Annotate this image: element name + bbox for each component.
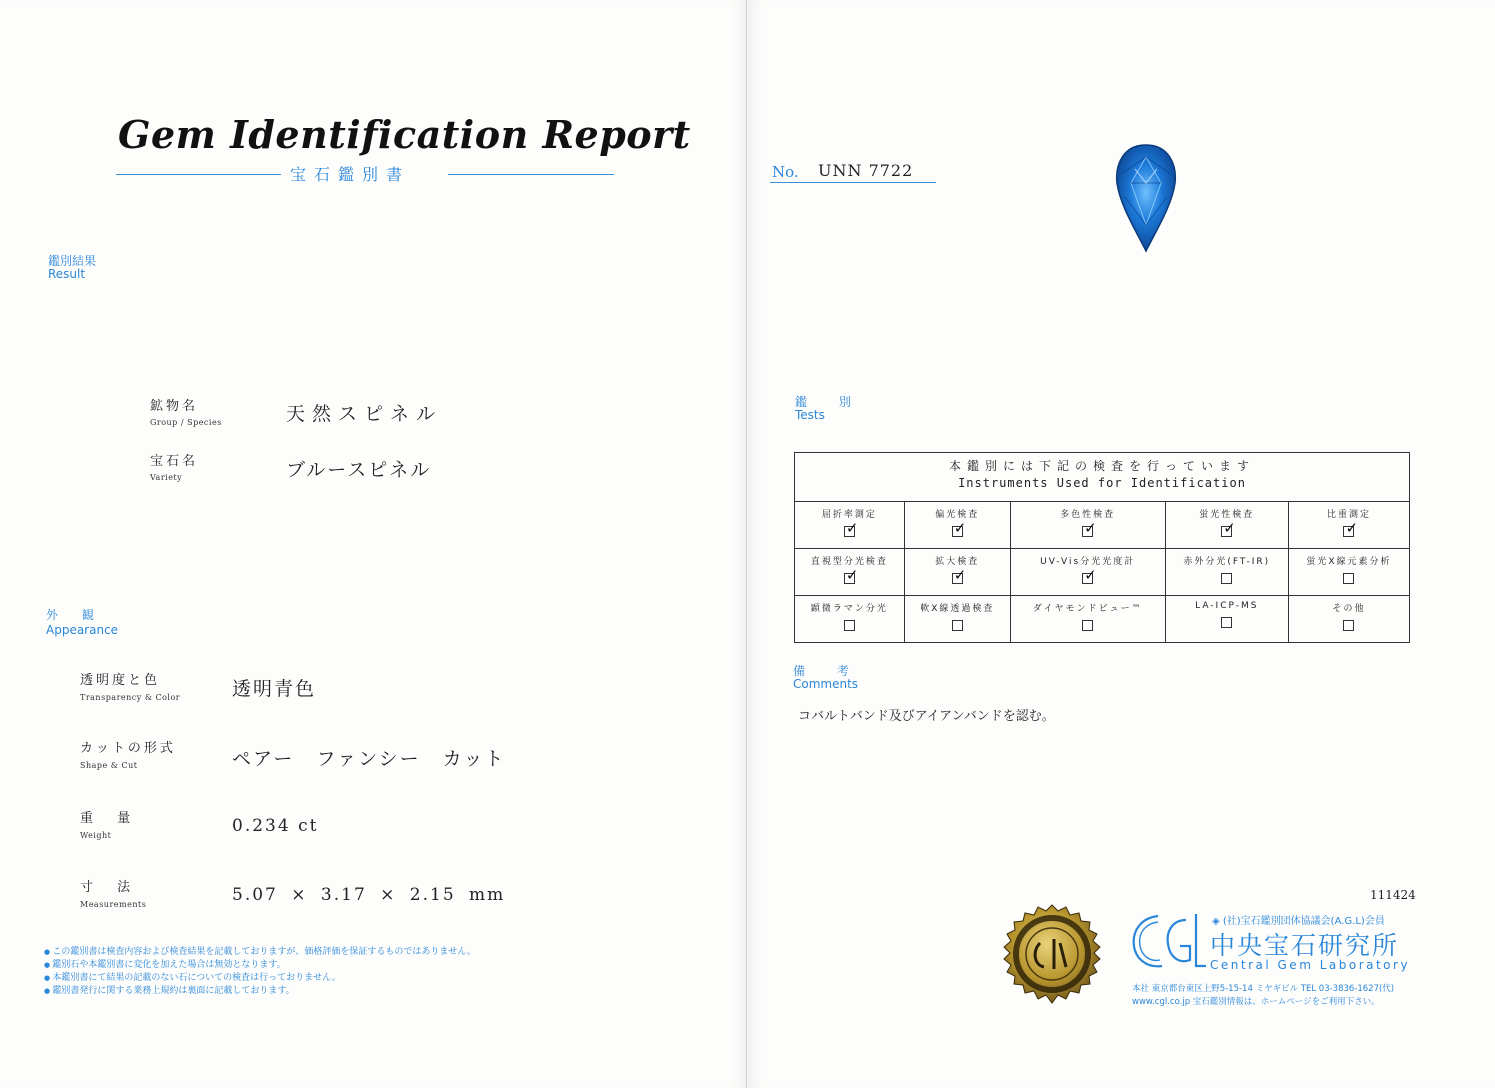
species-value: 天然スピネル <box>286 403 443 425</box>
gem-photo <box>1113 143 1179 257</box>
cgl-logo <box>1128 910 1206 976</box>
tests-table-header <box>795 453 1410 502</box>
weight-label-ja: 重 量 <box>80 811 141 826</box>
test-label: 多色性検査 <box>1060 510 1116 520</box>
test-label: ダイヤモンドビュー™ <box>1032 604 1143 614</box>
variety-label-en: Variety <box>150 473 183 482</box>
subtitle-rule-right <box>448 174 614 175</box>
result-heading-ja: 鑑別結果 <box>48 254 97 268</box>
test-cell <box>904 549 1010 596</box>
checkbox-icon <box>1082 573 1093 584</box>
subtitle-rule-left <box>116 174 281 175</box>
report-number: UNN 7722 <box>818 161 914 180</box>
appearance-heading <box>46 609 118 637</box>
report-left-page <box>0 0 747 1088</box>
address-line: 本社 東京都台東区上野5-15-14 ミヤギビル TEL 03-3836-1627(代) <box>1132 984 1395 994</box>
test-cell <box>904 596 1010 643</box>
checkbox-icon <box>844 573 855 584</box>
lab-name-ja: 中央宝石研究所 <box>1210 931 1400 960</box>
transparency-value: 透明青色 <box>232 678 317 700</box>
test-label: 軟X線透過検査 <box>920 604 995 614</box>
test-label: 蛍光性検査 <box>1199 510 1255 520</box>
tests-heading <box>795 396 865 422</box>
report-number-rule <box>770 182 936 183</box>
checkbox-icon <box>1221 526 1232 537</box>
serial-number: 111424 <box>1370 888 1416 902</box>
comments-heading-en: Comments <box>793 677 859 691</box>
test-label: 屈折率測定 <box>821 510 877 520</box>
tests-heading-en: Tests <box>795 408 825 422</box>
tests-table-title-en: Instruments Used for Identification <box>958 476 1246 490</box>
species-label-en: Group / Species <box>150 418 222 427</box>
test-cell <box>1010 596 1165 643</box>
diamond-icon: ◈ <box>1212 916 1223 927</box>
test-cell <box>1165 502 1288 549</box>
checkbox-icon <box>952 620 963 631</box>
appearance-heading-en: Appearance <box>46 623 119 637</box>
cgl-logo-icon <box>1128 910 1206 972</box>
species-label <box>150 395 222 427</box>
shape-label-en: Shape & Cut <box>80 761 138 770</box>
disclaimer-notes <box>44 946 476 998</box>
test-label: LA-ICP-MS <box>1195 601 1259 611</box>
checkbox-icon <box>1343 526 1354 537</box>
test-label: 偏光検査 <box>935 510 980 520</box>
shape-value: ペアー ファンシー カット <box>232 748 506 770</box>
appearance-heading-ja: 外 観 <box>46 608 104 622</box>
checkbox-icon <box>844 620 855 631</box>
disclaimer-note: ● 本鑑別書にて結果の記載のない石についての検査は行っておりません。 <box>44 972 476 985</box>
weight-label-en: Weight <box>80 831 112 840</box>
lab-name-en: Central Gem Laboratory <box>1210 958 1411 972</box>
test-cell <box>1288 502 1409 549</box>
checkbox-icon <box>1221 617 1232 628</box>
result-heading-en: Result <box>48 267 86 281</box>
measurements-label <box>80 876 146 909</box>
tests-row <box>795 549 1410 596</box>
test-cell <box>1288 596 1409 643</box>
weight-label <box>80 807 140 840</box>
test-cell <box>1165 549 1288 596</box>
checkbox-icon <box>952 573 963 584</box>
test-label: 直視型分光検査 <box>810 557 888 567</box>
transparency-label <box>80 669 180 702</box>
measurements-label-ja: 寸 法 <box>80 880 141 895</box>
checkbox-icon <box>1082 620 1093 631</box>
transparency-label-en: Transparency & Color <box>80 693 181 702</box>
result-heading <box>48 255 96 281</box>
test-cell <box>1010 549 1165 596</box>
test-cell <box>1165 596 1288 643</box>
website-line: www.cgl.co.jp 宝石鑑別情報は、ホームページをご利用下さい。 <box>1132 997 1380 1007</box>
test-cell <box>1288 549 1409 596</box>
test-label: その他 <box>1332 604 1366 614</box>
tests-table <box>794 452 1410 643</box>
association-membership <box>1212 912 1385 927</box>
comments-text: コバルトバンド及びアイアンバンドを認む。 <box>798 709 1055 724</box>
test-label: 比重測定 <box>1326 510 1371 520</box>
pear-gem-icon <box>1113 143 1179 253</box>
disclaimer-note: ● この鑑別書は検査内容および検査結果を記載しておりますが、価格評価を保証するものではありません。 <box>44 946 476 959</box>
shape-label-ja: カットの形式 <box>80 741 176 756</box>
association-text: (社)宝石鑑別団体協議会(A.G.L)会員 <box>1222 916 1385 927</box>
weight-value: 0.234 ct <box>232 816 319 836</box>
report-title: Gem Identification Report <box>118 112 691 157</box>
shape-label <box>80 737 176 770</box>
gold-seal-icon <box>994 903 1110 1007</box>
checkbox-icon <box>1343 620 1354 631</box>
test-cell <box>795 549 905 596</box>
report-number-label: No. <box>772 163 799 181</box>
gold-seal <box>994 903 1110 1011</box>
test-label: UV-Vis分光光度計 <box>1040 557 1136 567</box>
tests-row <box>795 596 1410 643</box>
test-label: 顕微ラマン分光 <box>810 604 888 614</box>
test-label: 拡大検査 <box>935 557 980 567</box>
test-cell <box>1010 502 1165 549</box>
variety-label <box>150 450 198 482</box>
test-label: 蛍光X線元素分析 <box>1306 557 1392 567</box>
report-subtitle: 宝石鑑別書 <box>290 165 411 184</box>
measurements-label-en: Measurements <box>80 900 147 909</box>
checkbox-icon <box>844 526 855 537</box>
test-label: 赤外分光(FT-IR) <box>1183 557 1271 567</box>
comments-heading <box>793 665 863 691</box>
transparency-label-ja: 透明度と色 <box>80 673 161 688</box>
species-label-ja: 鉱物名 <box>150 399 199 414</box>
test-cell <box>795 596 905 643</box>
tests-row <box>795 502 1410 549</box>
tests-heading-ja: 鑑 別 <box>795 395 865 409</box>
checkbox-icon <box>1343 573 1354 584</box>
comments-heading-ja: 備 考 <box>793 664 863 678</box>
test-cell <box>904 502 1010 549</box>
measurements-value: 5.07 × 3.17 × 2.15 mm <box>232 885 506 905</box>
disclaimer-note: ● 鑑別書発行に関する業務上規約は裏面に記載しております。 <box>44 985 476 998</box>
variety-value: ブルースピネル <box>286 459 432 481</box>
checkbox-icon <box>1082 526 1093 537</box>
disclaimer-note: ● 鑑別石や本鑑別書に変化を加えた場合は無効となります。 <box>44 959 476 972</box>
variety-label-ja: 宝石名 <box>150 454 199 469</box>
tests-table-title-ja: 本鑑別には下記の検査を行っています <box>948 459 1255 473</box>
checkbox-icon <box>952 526 963 537</box>
checkbox-icon <box>1221 573 1232 584</box>
test-cell <box>795 502 905 549</box>
lab-address <box>1132 983 1394 1009</box>
